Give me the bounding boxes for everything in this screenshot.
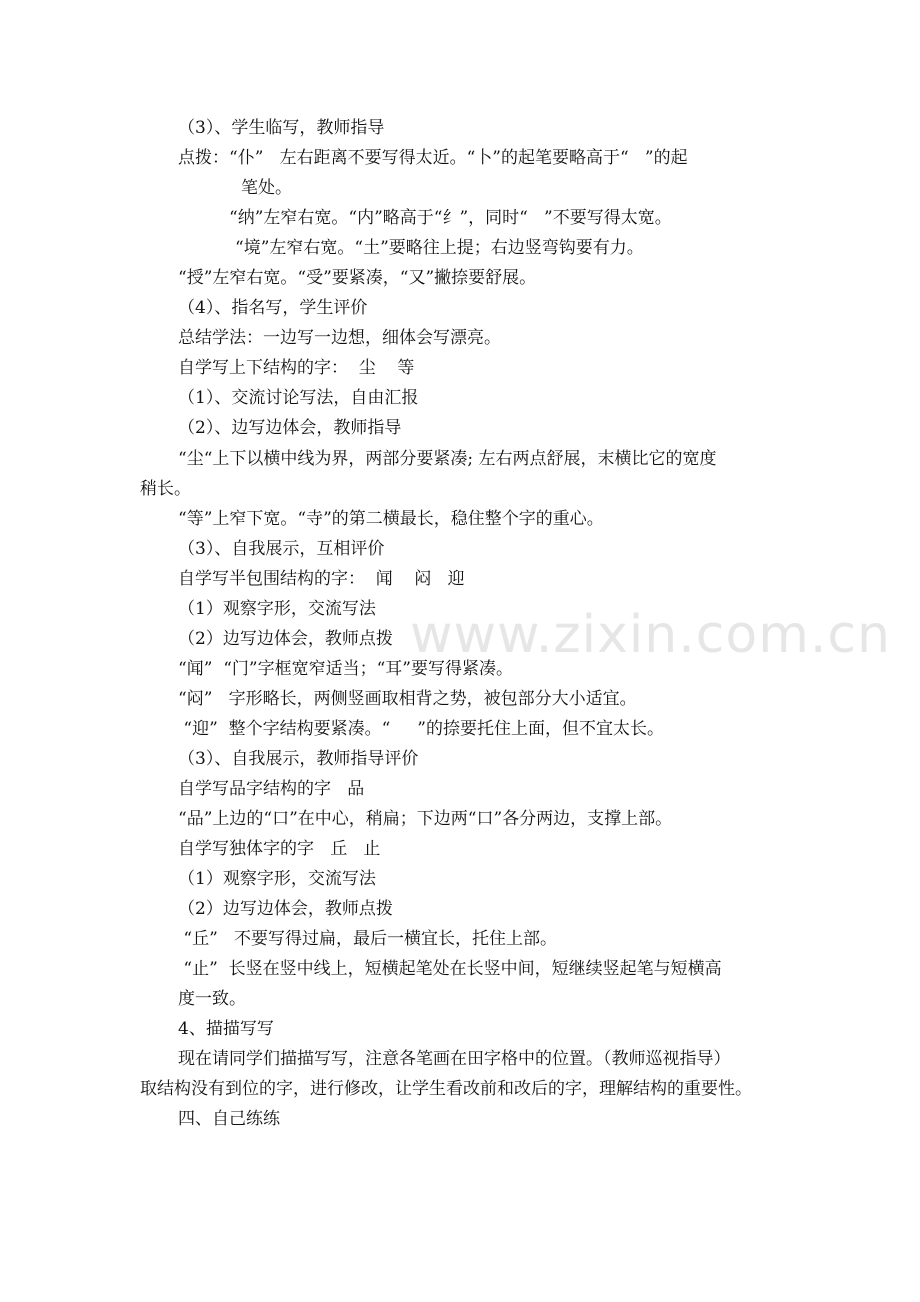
text-line: “等”上窄下宽。“寺”的第二横最长，稳住整个字的重心。 (178, 509, 604, 529)
text-line: “闻” “门”字框宽窄适当；“耳”要写得紧凑。 (178, 659, 513, 679)
text-line: 点拨：“仆” 左右距离不要写得太近。“卜”的起笔要略高于“ ”的起 (178, 148, 688, 168)
text-line: （1）观察字形，交流写法 (178, 869, 376, 889)
text-line: （3）、自我展示，互相评价 (178, 539, 385, 559)
text-line: 自学写上下结构的字： 尘 等 (178, 358, 415, 378)
text-line: 现在请同学们描描写写，注意各笔画在田字格中的位置。（教师巡视指导） (178, 1049, 731, 1069)
text-line: 度一致。 (178, 989, 246, 1009)
text-line: “迎” 整个字结构要紧凑。“ ”的捺要托住上面，但不宜太长。 (178, 719, 664, 739)
text-line: “止” 长竖在竖中线上，短横起笔处在长竖中间，短继续竖起笔与短横高 (178, 959, 722, 979)
text-line: （2）、边写边体会，教师指导 (178, 418, 402, 438)
text-line: “纳”左窄右宽。“内”略高于“纟”，同时“ ”不要写得太宽。 (229, 208, 672, 228)
text-line: 自学写品字结构的字 品 (178, 779, 365, 799)
text-line: 总结学法：一边写一边想，细体会写漂亮。 (178, 328, 501, 348)
text-line: （1）、交流讨论写法，自由汇报 (178, 388, 419, 408)
text-line: “境”左窄右宽。“土”要略往上提；右边竖弯钩要有力。 (235, 238, 644, 258)
text-line: 稍长。 (140, 479, 191, 499)
text-line: 自学写半包围结构的字： 闻 闷 迎 (178, 569, 465, 589)
text-line: （2）边写边体会，教师点拨 (178, 629, 393, 649)
text-line: 四、自己练练 (178, 1109, 280, 1129)
text-line: （4）、指名写，学生评价 (178, 298, 368, 318)
text-line: （3）、自我展示，教师指导评价 (178, 749, 419, 769)
text-line: 笔处。 (241, 178, 292, 198)
text-line: 自学写独体字的字 丘 止 (178, 839, 381, 859)
text-line: （3）、学生临写，教师指导 (178, 118, 385, 138)
text-line: 取结构没有到位的字，进行修改，让学生看改前和改后的字，理解结构的重要性。 (140, 1079, 752, 1099)
text-line: “品”上边的“口”在中心，稍扁；下边两“口”各分两边，支撑上部。 (178, 809, 673, 829)
text-line: “授”左窄右宽。“受”要紧凑，“又”撇捺要舒展。 (178, 268, 537, 288)
text-line: “闷” 字形略长，两侧竖画取相背之势，被包部分大小适宜。 (178, 689, 637, 709)
text-line: （2）边写边体会，教师点拨 (178, 899, 393, 919)
text-line: “丘” 不要写得过扁，最后一横宜长，托住上部。 (178, 929, 557, 949)
text-line: （1）观察字形，交流写法 (178, 599, 376, 619)
watermark: www.zixin.com.cn (410, 605, 891, 665)
text-line: “尘“上下以横中线为界，两部分要紧凑; 左右两点舒展，末横比它的宽度 (178, 449, 717, 469)
text-line: 4、描描写写 (178, 1019, 274, 1039)
